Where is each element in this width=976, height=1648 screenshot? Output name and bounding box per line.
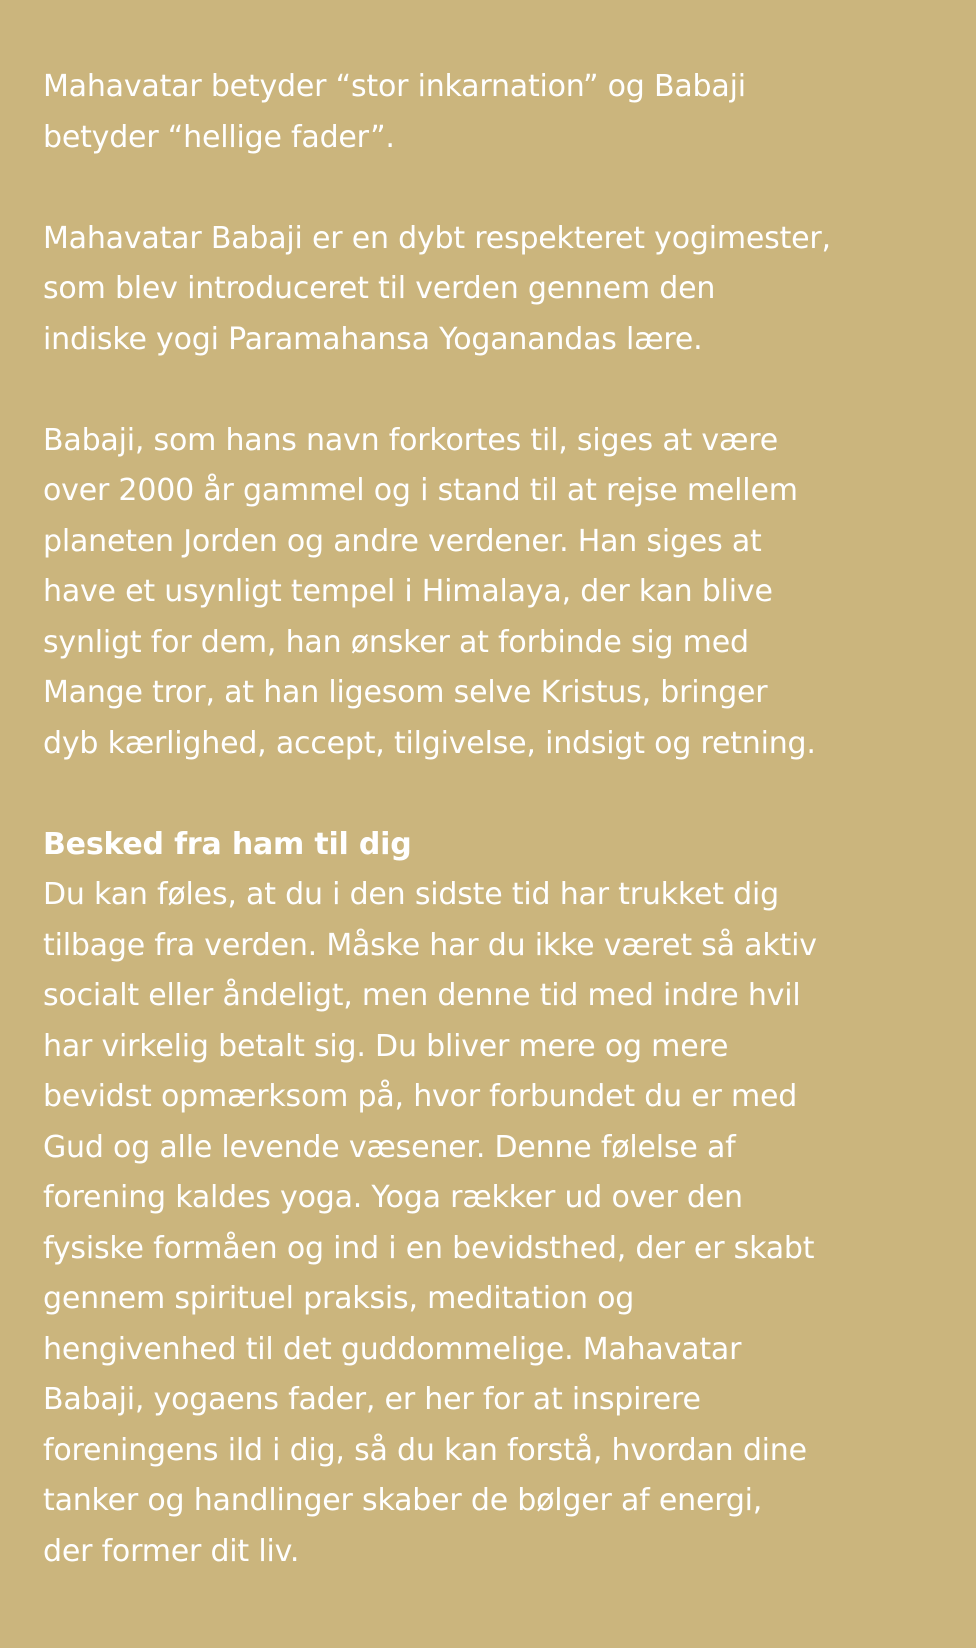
text-line: indiske yogi Paramahansa Yoganandas lære.	[43, 321, 703, 357]
text-line: have et usynligt tempel i Himalaya, der kan blive	[43, 574, 773, 609]
text-line: Mahavatar betyder “stor inkarnation” og Babaji	[43, 69, 746, 104]
text-line: som blev introduceret til verden gennem den	[43, 271, 716, 306]
message-heading: Besked fra ham til dig	[43, 826, 412, 862]
paragraph-legend	[43, 416, 940, 770]
text-line: over 2000 år gammel og i stand til at rejse mellem	[43, 473, 798, 508]
text-line: planeten Jorden og andre verdener. Han siges at	[43, 523, 762, 559]
text-line: Babaji, som hans navn forkortes til, siges at være	[43, 422, 778, 458]
text-line: betyder “hellige fader”.	[43, 119, 395, 155]
text-line: Gud og alle levende væsener. Denne følelse af	[43, 1129, 736, 1165]
text-line: Mahavatar Babaji er en dybt respekteret yogimester,	[43, 220, 831, 256]
text-line: Mange tror, at han ligesom selve Kristus, bringer	[43, 675, 768, 710]
text-line: Du kan føles, at du i den sidste tid har trukket dig	[43, 877, 779, 912]
text-line: fysiske formåen og ind i en bevidsthed, der er skabt	[43, 1230, 815, 1266]
text-line: der former dit liv.	[43, 1533, 300, 1569]
text-line: bevidst opmærksom på, hvor forbundet du er med	[43, 1079, 798, 1114]
text-line: gennem spirituel praksis, meditation og	[43, 1281, 635, 1316]
text-line: hengivenhed til det guddommelige. Mahavatar	[43, 1331, 742, 1367]
text-line: tanker og handlinger skaber de bølger af energi,	[43, 1483, 763, 1518]
text-line: har virkelig betalt sig. Du bliver mere og mere	[43, 1028, 729, 1064]
text-line: synligt for dem, han ønsker at forbinde sig med	[43, 624, 749, 660]
paragraph-meaning	[43, 62, 940, 163]
text-line: Babaji, yogaens fader, er her for at inspirere	[43, 1382, 701, 1417]
text-line: tilbage fra verden. Måske har du ikke været så aktiv	[43, 927, 817, 963]
paragraph-introduction	[43, 214, 940, 366]
text-line: dyb kærlighed, accept, tilgivelse, indsigt og retning.	[43, 725, 816, 761]
text-line: foreningens ild i dig, så du kan forstå, hvordan dine	[43, 1432, 807, 1468]
text-line: forening kaldes yoga. Yoga rækker ud over den	[43, 1180, 743, 1215]
text-line: socialt eller åndeligt, men denne tid med indre hvil	[43, 978, 801, 1013]
message-section	[43, 820, 940, 1578]
